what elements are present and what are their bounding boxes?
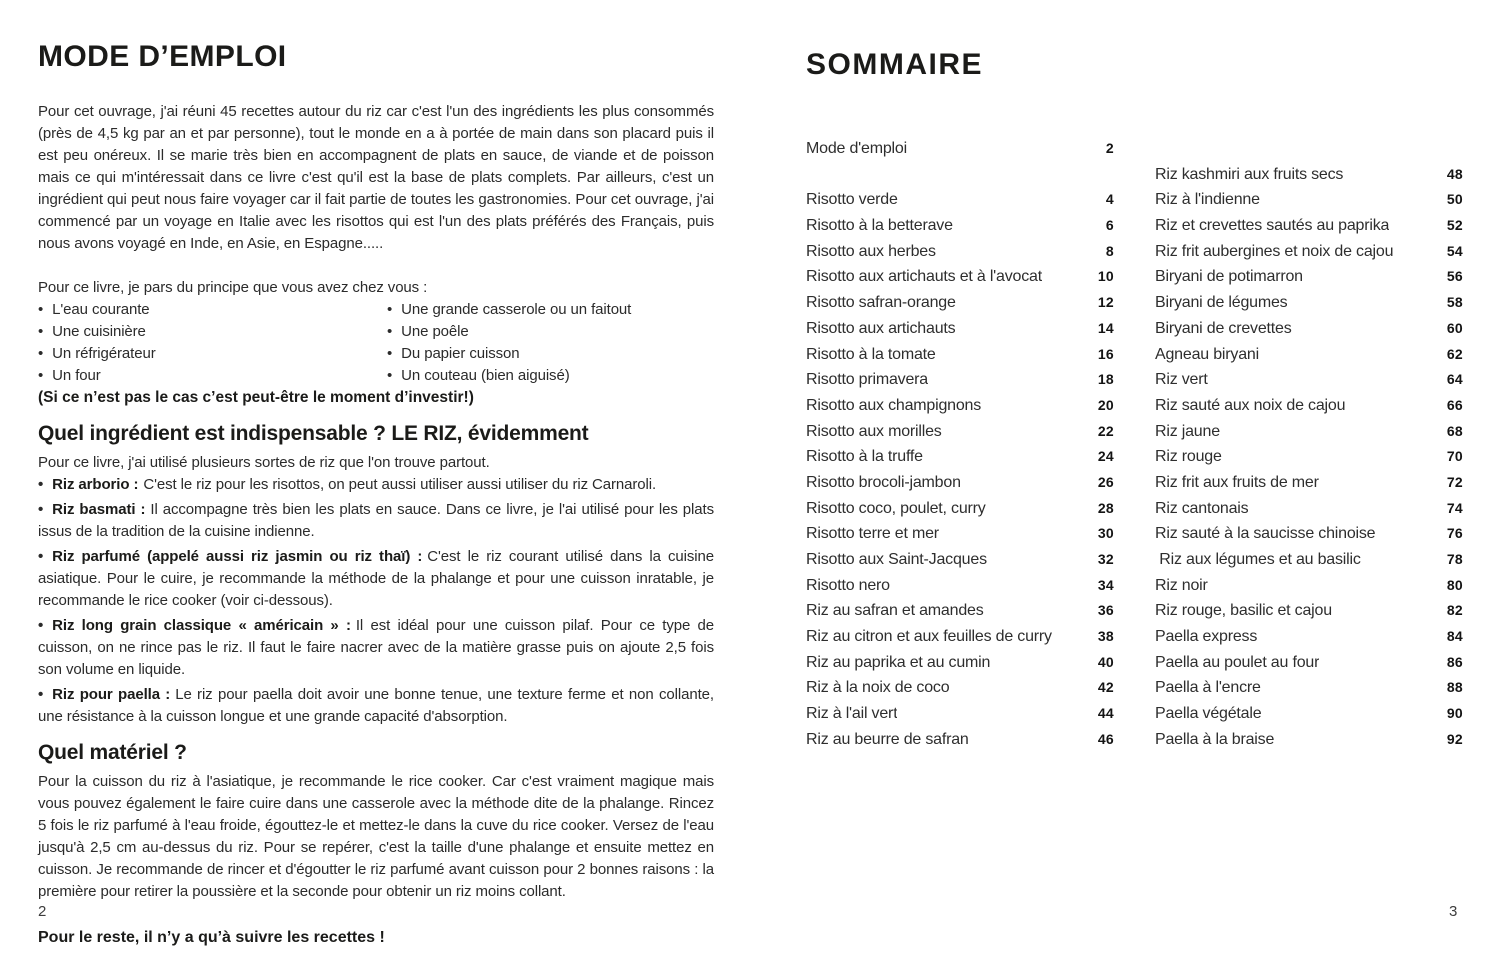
- rice-type-description: Il est idéal pour une cuisson pilaf. Pour ce type de cuisson, on ne rince pas le riz. Il faut le faire nacrer avec de la matière grasse puis on ajoute 2,5 fois son volume en liquide.: [38, 617, 714, 678]
- rice-type-item: [38, 546, 714, 612]
- bullet-icon: •: [38, 548, 44, 565]
- toc-entry-page: 36: [1097, 602, 1114, 619]
- toc-entry-label: Risotto coco, poulet, curry: [806, 499, 986, 517]
- toc-entry-page: 70: [1446, 448, 1463, 465]
- page-number-right: 3: [1449, 903, 1458, 920]
- toc-entry-page: 52: [1446, 217, 1463, 234]
- toc-entry-page: 4: [1105, 191, 1114, 208]
- toc-entry: [806, 444, 1114, 470]
- page-title-sommaire: SOMMAIRE: [806, 48, 983, 81]
- toc-entry-label: Riz frit aubergines et noix de cajou: [1155, 242, 1394, 260]
- checklist-item-label: Du papier cuisson: [401, 345, 520, 362]
- toc-entry-label: Riz vert: [1155, 371, 1208, 389]
- checklist-item-label: L'eau courante: [52, 301, 150, 318]
- toc-column-1-items: [806, 187, 1114, 752]
- toc-entry-label: Risotto à la betterave: [806, 217, 953, 235]
- toc-entry-page: 58: [1446, 294, 1463, 311]
- toc-entry: [806, 598, 1114, 624]
- page-number-left: 2: [38, 903, 47, 920]
- toc-entry-page: 74: [1446, 499, 1463, 516]
- toc-column-2: [1155, 136, 1463, 753]
- toc-entry-label: Risotto à la truffe: [806, 448, 923, 466]
- toc-entry-page: 40: [1097, 653, 1114, 670]
- checklist-item-label: Une poêle: [401, 323, 469, 340]
- toc-entry-label: Biryani de légumes: [1155, 294, 1288, 312]
- toc-entry-label: Risotto brocoli-jambon: [806, 473, 961, 491]
- checklist: [38, 299, 714, 387]
- toc-entry-page: 26: [1097, 473, 1114, 490]
- toc-entry-page: 16: [1097, 345, 1114, 362]
- toc-entry-page: 24: [1097, 448, 1114, 465]
- toc-entry-label: Riz frit aux fruits de mer: [1155, 473, 1319, 491]
- toc-entry-page: 10: [1097, 268, 1114, 285]
- toc-entry: [1155, 239, 1463, 265]
- section-materiel-body: Pour la cuisson du riz à l'asiatique, je recommande le rice cooker. Car c'est vraiment magique mais vous pouvez également le faire cuire dans une casserole avec la méthode dite de la phalange. Rincez 5 fois le riz parfumé à l'eau froide, égouttez-le et mettez-le dans la cuve du rice cooker. Versez de l'eau jusqu'à 2,5 cm au-dessus du riz. Pour se repérer, c'est la taille d'une phalange et ensuite mettez en cuisson. Je recommande de rincer et d'égoutter le riz parfumé avant cuisson pour 2 bonnes raisons : la première pour retirer la poussière et la seconde pour obtenir un riz moins collant.: [38, 773, 714, 900]
- rice-type-item: [38, 615, 714, 681]
- toc-entry: [1155, 496, 1463, 522]
- checklist-item: [38, 343, 387, 365]
- rice-type-description: C'est le riz courant utilisé dans la cuisine asiatique. Pour le cuire, je recommande la méthode de la phalange et pour une cuisson inratable, je recommande le rice cooker (voir ci-dessous).: [38, 548, 714, 609]
- toc-entry: [806, 136, 1114, 162]
- closing-line: Pour le reste, il n’y a qu’à suivre les recettes !: [38, 929, 385, 946]
- toc-entry: [806, 419, 1114, 445]
- toc-entry: [806, 316, 1114, 342]
- toc-entry: [1155, 444, 1463, 470]
- toc-entry-label: Riz au safran et amandes: [806, 602, 984, 620]
- checklist-item: [387, 365, 714, 387]
- toc-entry-label: Riz rouge, basilic et cajou: [1155, 602, 1332, 620]
- toc-entry-label: Riz et crevettes sautés au paprika: [1155, 217, 1390, 235]
- checklist-column-2: [387, 299, 714, 387]
- bullet-icon: •: [38, 367, 44, 384]
- rice-type-item: [38, 474, 714, 496]
- toc-entry-page: 42: [1097, 679, 1114, 696]
- toc-entry: [806, 187, 1114, 213]
- toc-entry-label: Riz sauté aux noix de cajou: [1155, 396, 1346, 414]
- toc-entry-page: 44: [1097, 705, 1114, 722]
- toc-entry-label: Risotto aux artichauts et à l'avocat: [806, 268, 1042, 286]
- checklist-item-label: Une grande casserole ou un faitout: [401, 301, 632, 318]
- toc-entry-page: 38: [1097, 628, 1114, 645]
- toc-entry: [1155, 470, 1463, 496]
- toc-entry-page: 12: [1097, 294, 1114, 311]
- toc-entry-page: 80: [1446, 576, 1463, 593]
- toc-entry-label: Mode d'emploi: [806, 140, 907, 157]
- toc-entry-page: 6: [1105, 217, 1114, 234]
- toc-entry: [1155, 701, 1463, 727]
- rice-type-item: [38, 684, 714, 728]
- toc-entry-page: 60: [1446, 319, 1463, 336]
- toc-entry-page: 32: [1097, 551, 1114, 567]
- toc-entry-label: Paella au poulet au four: [1155, 653, 1320, 671]
- intro-paragraph: Pour cet ouvrage, j'ai réuni 45 recettes autour du riz car c'est l'un des ingrédients les plus consommés (près de 4,5 kg par an et par personne), tout le monde en a à portée de main dans son placard puis il est peu onéreux. Il se marie très bien en accompagnent de plats en sauce, de viande et de poisson mais ce qui m'intéressait dans ce livre c'est qu'il est la base de plats complets. Par ailleurs, c'est un ingrédient qui peut nous faire voyager car il fait partie de toutes les gastronomies. Pour cet ouvrage, j'ai commencé par un voyage en Italie avec les risottos qui est l'un des plats préférés des Français, puis nous avons voyagé en Inde, en Asie, en Espagne.....: [38, 103, 714, 252]
- toc-entry-page: 46: [1097, 730, 1114, 747]
- toc-entry: [1155, 624, 1463, 650]
- toc-entry: [1155, 264, 1463, 290]
- toc-entry-page: 88: [1446, 679, 1463, 696]
- toc-entry-label: Riz jaune: [1155, 422, 1220, 440]
- toc-entry-page: 76: [1446, 525, 1463, 542]
- bullet-icon: •: [38, 476, 44, 493]
- toc-spacer: [806, 162, 1114, 188]
- toc-entry-page: 30: [1097, 525, 1114, 542]
- toc-entry: [806, 624, 1114, 650]
- toc-entry: [806, 470, 1114, 496]
- toc-entry-label: Risotto aux champignons: [806, 396, 982, 414]
- rice-type-name: Riz long grain classique « américain » :: [52, 617, 351, 634]
- toc-entry: [806, 496, 1114, 522]
- toc-entry-page: 84: [1446, 628, 1463, 645]
- toc-entry-page: 20: [1097, 396, 1114, 413]
- toc-entry-page: 48: [1446, 165, 1463, 182]
- toc-entry-page: 18: [1097, 371, 1114, 388]
- rice-type-description: C'est le riz pour les risottos, on peut aussi utiliser aussi utiliser du riz Carnaroli.: [143, 476, 657, 493]
- checklist-item-label: Un four: [52, 367, 101, 384]
- toc-entry: [806, 393, 1114, 419]
- toc-entry-label: Riz aux légumes et au basilic: [1155, 551, 1361, 568]
- toc-entry-label: Agneau biryani: [1155, 345, 1259, 363]
- toc-entry-label: Risotto verde: [806, 191, 898, 209]
- toc-entry-label: Riz à l'ail vert: [806, 705, 898, 723]
- toc-entry-label: Riz au paprika et au cumin: [806, 653, 991, 671]
- table-of-contents: [806, 136, 1463, 753]
- toc-entry: [1155, 367, 1463, 393]
- section-heading-riz: Quel ingrédient est indispensable ? LE RIZ, évidemment: [38, 422, 589, 445]
- toc-entry: [806, 650, 1114, 676]
- toc-entry-label: Riz au citron et aux feuilles de curry: [806, 628, 1052, 646]
- toc-entry-page: 86: [1446, 653, 1463, 670]
- toc-entry-page: 50: [1446, 191, 1463, 208]
- toc-entry: [1155, 162, 1463, 188]
- toc-entry: [806, 264, 1114, 290]
- toc-entry: [806, 675, 1114, 701]
- toc-entry: [806, 239, 1114, 265]
- section-riz-intro: Pour ce livre, j'ai utilisé plusieurs sortes de riz que l'on trouve partout.: [38, 454, 490, 471]
- bullet-icon: •: [38, 301, 44, 318]
- toc-entry: [1155, 342, 1463, 368]
- rice-type-list: [38, 474, 714, 728]
- toc-entry-label: Paella à l'encre: [1155, 679, 1261, 697]
- section-heading-materiel: Quel matériel ?: [38, 741, 187, 764]
- toc-entry-page: 22: [1097, 422, 1114, 439]
- toc-entry-label: Risotto terre et mer: [806, 525, 939, 543]
- toc-entry-page: 82: [1446, 602, 1463, 619]
- bullet-icon: •: [387, 323, 393, 340]
- toc-entry-page: 56: [1446, 268, 1463, 285]
- toc-entry: [806, 367, 1114, 393]
- toc-entry-page: 66: [1446, 396, 1463, 413]
- checklist-item: [38, 321, 387, 343]
- toc-entry-page: 90: [1446, 705, 1463, 722]
- toc-entry: [1155, 290, 1463, 316]
- toc-entry-label: Risotto nero: [806, 576, 890, 594]
- toc-entry-label: Paella végétale: [1155, 705, 1262, 723]
- toc-column-1: [806, 136, 1114, 753]
- toc-entry: [1155, 419, 1463, 445]
- rice-type-description: Il accompagne très bien les plats en sauce. Dans ce livre, je l'ai utilisé pour les plats issus de la tradition de la cuisine indienne.: [38, 501, 714, 540]
- left-page: [38, 40, 714, 965]
- toc-entry-page: 2: [1105, 140, 1114, 156]
- bullet-icon: •: [387, 345, 393, 362]
- rice-type-item: [38, 499, 714, 543]
- toc-entry-page: 28: [1097, 499, 1114, 516]
- toc-entry-page: 64: [1446, 371, 1463, 388]
- toc-entry: [1155, 573, 1463, 599]
- toc-entry-page: 78: [1446, 551, 1463, 567]
- rice-type-name: Riz basmati :: [52, 501, 146, 518]
- toc-entry-label: Riz rouge: [1155, 448, 1222, 466]
- checklist-item-label: Un réfrigérateur: [52, 345, 156, 362]
- toc-entry: [1155, 675, 1463, 701]
- bullet-icon: •: [38, 345, 44, 362]
- toc-entry-label: Riz à l'indienne: [1155, 191, 1260, 209]
- rice-type-name: Riz pour paella :: [52, 686, 171, 703]
- toc-entry-label: Risotto primavera: [806, 371, 928, 389]
- toc-entry: [1155, 393, 1463, 419]
- bullet-icon: •: [38, 686, 44, 703]
- bullet-icon: •: [38, 501, 44, 518]
- toc-entry-page: 14: [1097, 319, 1114, 336]
- toc-entry-label: Biryani de potimarron: [1155, 268, 1303, 286]
- rice-type-name: Riz parfumé (appelé aussi riz jasmin ou riz thaï) :: [52, 548, 423, 565]
- bullet-icon: •: [387, 301, 393, 318]
- toc-entry-page: 54: [1446, 242, 1463, 259]
- toc-entry: [1155, 316, 1463, 342]
- toc-entry: [1155, 727, 1463, 753]
- toc-entry: [806, 213, 1114, 239]
- toc-entry-page: 72: [1446, 473, 1463, 490]
- toc-entry-label: Risotto aux artichauts: [806, 319, 956, 337]
- bullet-icon: •: [38, 617, 44, 634]
- toc-entry: [1155, 521, 1463, 547]
- toc-entry-label: Riz cantonais: [1155, 499, 1249, 517]
- toc-entry-page: 62: [1446, 345, 1463, 362]
- toc-entry-label: Riz noir: [1155, 576, 1208, 594]
- toc-entry: [806, 290, 1114, 316]
- toc-entry-label: Riz au beurre de safran: [806, 730, 969, 748]
- checklist-item: [387, 299, 714, 321]
- toc-entry: [806, 701, 1114, 727]
- toc-entry: [1155, 187, 1463, 213]
- toc-entry: [806, 547, 1114, 573]
- invest-note: (Si ce n’est pas le cas c’est peut-être le moment d’investir!): [38, 389, 474, 406]
- rice-type-description: Le riz pour paella doit avoir une bonne tenue, une texture ferme et non collante, une résistance à la cuisson longue et une grande capacité d'absorption.: [38, 686, 714, 725]
- checklist-column-1: [38, 299, 387, 387]
- toc-entry: [806, 573, 1114, 599]
- toc-entry-label: Riz kashmiri aux fruits secs: [1155, 165, 1344, 183]
- toc-entry: [806, 727, 1114, 753]
- toc-entry: [1155, 213, 1463, 239]
- toc-entry-page: 92: [1446, 730, 1463, 747]
- toc-entry-label: Risotto à la tomate: [806, 345, 936, 363]
- toc-entry-label: Risotto aux herbes: [806, 242, 936, 260]
- toc-entry-page: 8: [1105, 242, 1114, 259]
- toc-entry-label: Risotto aux Saint-Jacques: [806, 551, 987, 568]
- toc-entry: [1155, 650, 1463, 676]
- bullet-icon: •: [38, 323, 44, 340]
- bullet-icon: •: [387, 367, 393, 384]
- rice-type-name: Riz arborio :: [52, 476, 139, 493]
- checklist-item: [38, 299, 387, 321]
- toc-entry: [806, 342, 1114, 368]
- checklist-item-label: Un couteau (bien aiguisé): [401, 367, 570, 384]
- toc-entry-label: Paella à la braise: [1155, 730, 1275, 748]
- toc-entry: [806, 521, 1114, 547]
- checklist-item-label: Une cuisinière: [52, 323, 146, 340]
- toc-entry-page: 68: [1446, 422, 1463, 439]
- toc-entry-label: Risotto safran-orange: [806, 294, 956, 312]
- toc-entry-page: 34: [1097, 576, 1114, 593]
- page-title-mode-demploi: MODE D’EMPLOI: [38, 40, 287, 73]
- checklist-intro: Pour ce livre, je pars du principe que vous avez chez vous :: [38, 279, 428, 296]
- toc-entry-label: Paella express: [1155, 628, 1258, 646]
- toc-entry-label: Risotto aux morilles: [806, 422, 942, 440]
- toc-entry: [1155, 598, 1463, 624]
- toc-entry: [1155, 547, 1463, 573]
- toc-entry-label: Riz sauté à la saucisse chinoise: [1155, 525, 1376, 543]
- checklist-item: [387, 343, 714, 365]
- toc-entry-label: Riz à la noix de coco: [806, 679, 950, 697]
- checklist-item: [387, 321, 714, 343]
- checklist-item: [38, 365, 387, 387]
- toc-entry-label: Biryani de crevettes: [1155, 319, 1292, 337]
